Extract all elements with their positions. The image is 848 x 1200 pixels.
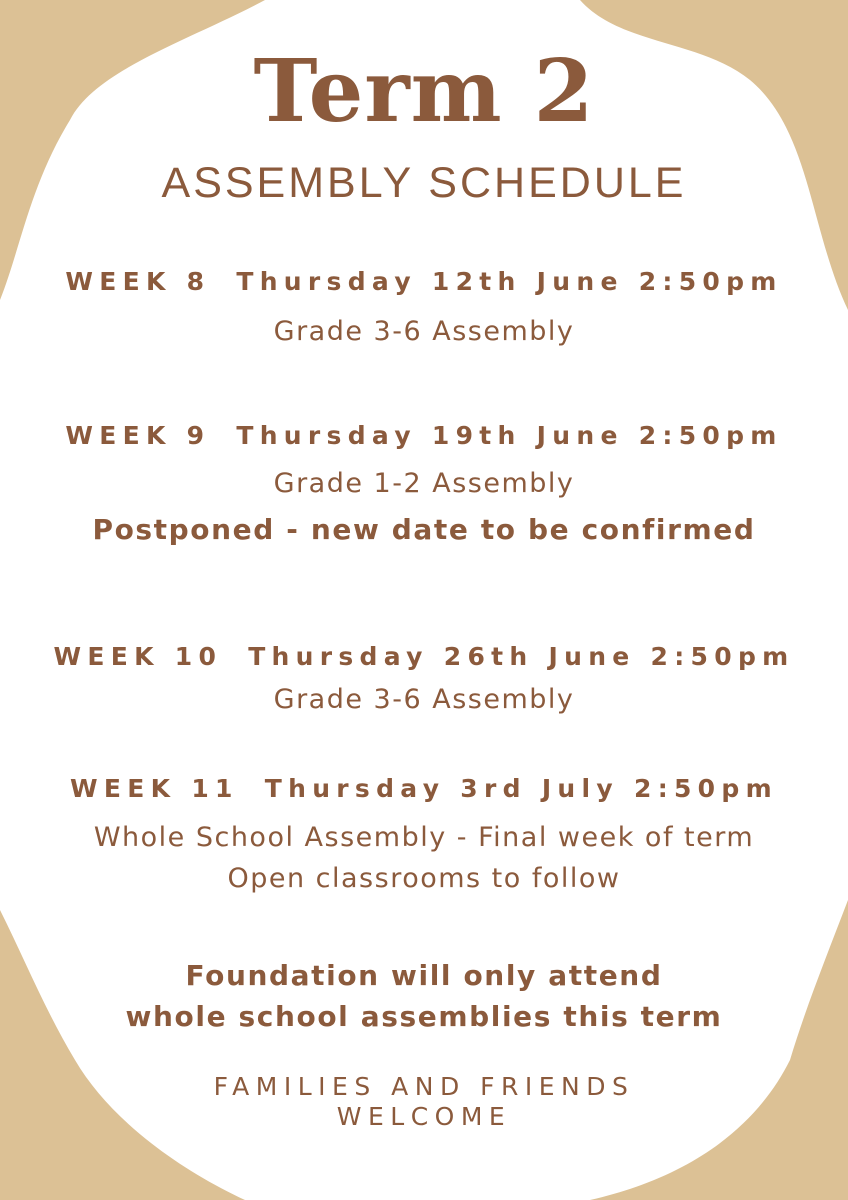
week-date: Thursday 12th June 2:50pm: [236, 267, 783, 296]
week-label: WEEK 8: [65, 267, 211, 296]
page-title: Term 2: [253, 41, 595, 142]
schedule-week-10-description: Grade 3-6 Assembly: [273, 684, 575, 715]
week-date: Thursday 19th June 2:50pm: [236, 421, 783, 450]
foundation-notice-line-2: whole school assemblies this term: [125, 1000, 723, 1033]
schedule-week-9-description: Grade 1-2 Assembly: [273, 468, 575, 499]
schedule-week-8-description: Grade 3-6 Assembly: [273, 316, 575, 347]
schedule-week-11-description: Whole School Assembly - Final week of term: [93, 822, 755, 853]
welcome-line-2: WELCOME: [336, 1102, 512, 1131]
week-date: Thursday 3rd July 2:50pm: [264, 774, 778, 803]
schedule-week-11-heading: [0, 773, 848, 805]
week-label: WEEK 10: [53, 642, 223, 671]
week-label: WEEK 9: [65, 421, 211, 450]
schedule-week-10-heading: [0, 641, 848, 673]
schedule-week-9-heading: [0, 420, 848, 452]
week-label: WEEK 11: [70, 774, 239, 803]
page-subtitle: ASSEMBLY SCHEDULE: [161, 159, 687, 207]
week-date: Thursday 26th June 2:50pm: [248, 642, 795, 671]
schedule-week-11-description-2: Open classrooms to follow: [227, 863, 621, 894]
welcome-line-1: FAMILIES AND FRIENDS: [213, 1072, 635, 1101]
schedule-week-8-heading: [0, 266, 848, 298]
postponed-notice: Postponed - new date to be confirmed: [92, 513, 756, 546]
foundation-notice-line-1: Foundation will only attend: [185, 959, 663, 992]
